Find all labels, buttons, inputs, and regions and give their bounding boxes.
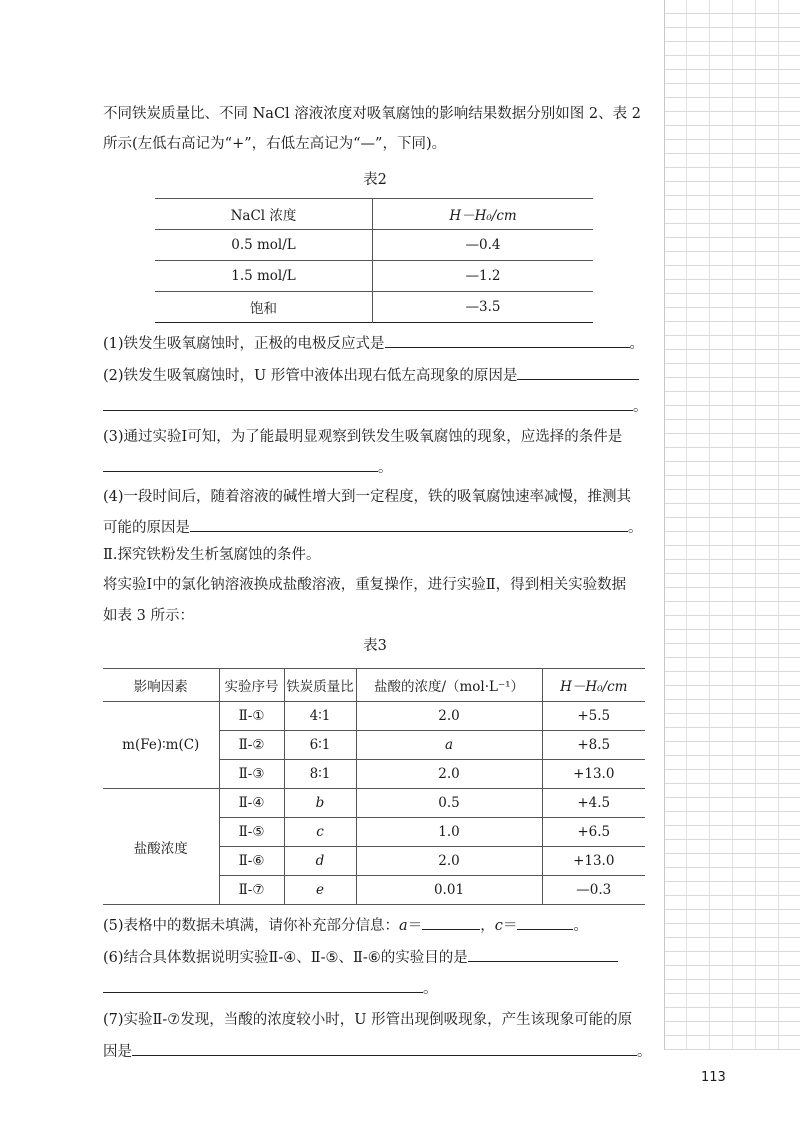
table-cell: +13.0 — [542, 847, 645, 876]
table3-caption: 表3 — [363, 638, 387, 654]
table-cell: 1.5 mol/L — [155, 261, 373, 292]
table-header: 实验序号 — [219, 669, 284, 702]
question-7-continued — [103, 1040, 652, 1062]
table2-caption: 表2 — [363, 172, 387, 188]
table-cell: Ⅱ-⑤ — [219, 818, 284, 847]
table-cell: Ⅱ-② — [219, 731, 284, 760]
table-cell: 0.5 mol/L — [155, 230, 373, 261]
table-cell: d — [284, 847, 356, 876]
table-cell: e — [284, 876, 356, 905]
table-cell: —0.3 — [542, 876, 645, 905]
page-number: 113 — [701, 1070, 726, 1085]
punctuation: 。 — [378, 460, 393, 476]
question-1 — [103, 332, 648, 354]
table-cell: b — [284, 789, 356, 818]
variable-a: a — [399, 918, 408, 934]
intro-line-1: 不同铁炭质量比、不同 NaCl 溶液浓度对吸氧腐蚀的影响结果数据分别如图 2、表 2 — [103, 106, 641, 122]
table-cell: 2.0 — [356, 702, 542, 731]
answer-blank[interactable] — [132, 1040, 637, 1056]
table-cell: +13.0 — [542, 760, 645, 789]
answer-blank[interactable] — [103, 395, 633, 411]
punctuation: 。 — [628, 520, 643, 536]
question-2-continued — [103, 395, 648, 417]
section-2-title: Ⅱ.探究铁粉发生析氢腐蚀的条件。 — [103, 547, 321, 563]
table-cell: 1.0 — [356, 818, 542, 847]
question-text: (6)结合具体数据说明实验Ⅱ-④、Ⅱ-⑤、Ⅱ-⑥的实验目的是 — [103, 950, 468, 966]
question-6-continued — [103, 977, 648, 999]
table-cell: 6∶1 — [284, 731, 356, 760]
table-header: 盐酸的浓度/（mol·L⁻¹） — [356, 669, 542, 702]
table-3 — [103, 668, 645, 905]
table-row — [155, 230, 593, 261]
table-cell: 8∶1 — [284, 760, 356, 789]
question-text: 因是 — [103, 1044, 132, 1060]
table-2 — [155, 198, 593, 323]
table-cell: —0.4 — [373, 230, 594, 261]
table-header: H－H₀/cm — [373, 199, 594, 230]
table-header-row — [155, 199, 593, 230]
table-header: NaCl 浓度 — [155, 199, 373, 230]
table-cell: c — [284, 818, 356, 847]
table-cell: +5.5 — [542, 702, 645, 731]
punctuation: 。 — [633, 399, 648, 415]
question-text: 可能的原因是 — [103, 520, 190, 536]
intro-line-2: 所示(左低右高记为“+”，右低左高记为“—”，下同)。 — [103, 136, 447, 152]
question-6 — [103, 946, 648, 968]
answer-blank[interactable] — [517, 364, 639, 380]
table-header: 影响因素 — [103, 669, 219, 702]
table-cell: —1.2 — [373, 261, 594, 292]
table-row — [103, 789, 645, 818]
question-3: (3)通过实验Ⅰ可知，为了能最明显观察到铁发生吸氧腐蚀的现象，应选择的条件是 — [103, 429, 623, 445]
question-3-continued — [103, 456, 648, 478]
equals-sign: ＝ — [502, 918, 518, 934]
table-cell: Ⅱ-① — [219, 702, 284, 731]
question-4: (4)一段时间后，随着溶液的碱性增大到一定程度，铁的吸氧腐蚀速率减慢，推测其 — [103, 489, 632, 505]
table-cell: Ⅱ-⑥ — [219, 847, 284, 876]
table-row — [103, 702, 645, 731]
question-5 — [103, 914, 648, 936]
punctuation: 。 — [637, 1044, 652, 1060]
table-cell: +4.5 — [542, 789, 645, 818]
table-cell: 0.5 — [356, 789, 542, 818]
table-row — [155, 292, 593, 323]
question-text: (1)铁发生吸氧腐蚀时，正极的电极反应式是 — [103, 336, 385, 352]
table-cell: 4∶1 — [284, 702, 356, 731]
table-cell: +8.5 — [542, 731, 645, 760]
answer-blank-c[interactable] — [517, 914, 573, 930]
table-cell: +6.5 — [542, 818, 645, 847]
table-cell: a — [356, 731, 542, 760]
section-2-desc-1: 将实验Ⅰ中的氯化钠溶液换成盐酸溶液，重复操作，进行实验Ⅱ，得到相关实验数据 — [103, 577, 627, 593]
punctuation: 。 — [573, 918, 588, 934]
question-7: (7)实验Ⅱ-⑦发现，当酸的浓度较小时，U 形管出现倒吸现象，产生该现象可能的原 — [103, 1012, 633, 1028]
table-cell: Ⅱ-⑦ — [219, 876, 284, 905]
table-cell: 0.01 — [356, 876, 542, 905]
answer-blank-a[interactable] — [422, 914, 480, 930]
table-header: 铁炭质量比 — [284, 669, 356, 702]
table-cell: 2.0 — [356, 847, 542, 876]
question-text: (2)铁发生吸氧腐蚀时，U 形管中液体出现右低左高现象的原因是 — [103, 368, 518, 384]
table-row — [155, 261, 593, 292]
answer-blank[interactable] — [103, 977, 423, 993]
factor-cell: 盐酸浓度 — [103, 789, 219, 905]
table-cell: Ⅱ-③ — [219, 760, 284, 789]
table-cell: 2.0 — [356, 760, 542, 789]
table-header: H－H₀/cm — [542, 669, 645, 702]
answer-blank[interactable] — [468, 946, 618, 962]
margin-grid — [664, 0, 800, 1050]
answer-blank[interactable] — [103, 456, 378, 472]
separator: ， — [480, 918, 495, 934]
punctuation: 。 — [423, 981, 438, 997]
punctuation: 。 — [629, 336, 645, 352]
factor-cell: m(Fe)∶m(C) — [103, 702, 219, 789]
answer-blank[interactable] — [385, 332, 630, 348]
variable-c: c — [494, 918, 503, 934]
section-2-desc-2: 如表 3 所示： — [103, 608, 194, 624]
table-cell: Ⅱ-④ — [219, 789, 284, 818]
table-cell: —3.5 — [373, 292, 594, 323]
answer-blank[interactable] — [190, 516, 628, 532]
equals-sign: ＝ — [407, 918, 423, 934]
question-4-continued — [103, 516, 648, 538]
table-cell: 饱和 — [155, 292, 373, 323]
question-2 — [103, 364, 648, 386]
table-header-row — [103, 669, 645, 702]
question-text: (5)表格中的数据未填满，请你补充部分信息： — [103, 918, 400, 934]
